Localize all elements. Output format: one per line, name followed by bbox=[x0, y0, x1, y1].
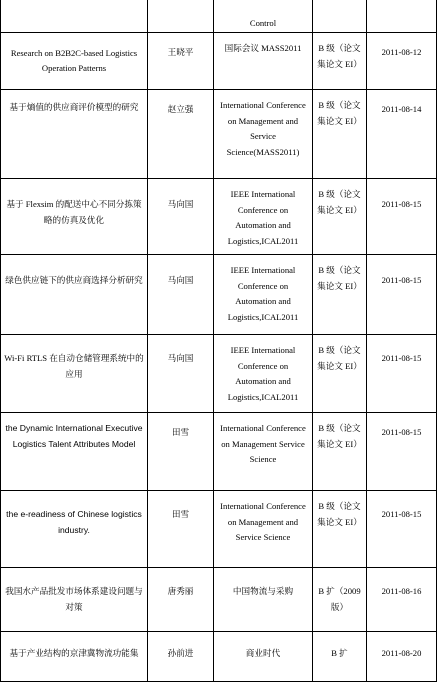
category-label: B 级（论文集论文 EI） bbox=[313, 255, 367, 335]
category-label: B 级（论文集论文 EI） bbox=[313, 90, 367, 179]
paper-title: Wi-Fi RTLS 在自动仓储管理系统中的应用 bbox=[1, 335, 148, 413]
publish-date bbox=[367, 0, 437, 33]
category-label: B 级（论文集论文 EI） bbox=[313, 335, 367, 413]
category-label: B 扩 bbox=[313, 632, 367, 682]
venue-name: IEEE International Conference on Automation and Logistics,ICAL2011 bbox=[214, 179, 313, 255]
table-row bbox=[1, 491, 437, 568]
publish-date: 2011-08-15 bbox=[367, 413, 437, 491]
paper-title: Research on B2B2C-based Logistics Operation Patterns bbox=[1, 33, 148, 90]
author-name: 唐秀丽 bbox=[148, 568, 214, 632]
author-name: 田雪 bbox=[148, 491, 214, 568]
paper-title: 基于 Flexsim 的配送中心不同分拣策略的仿真及优化 bbox=[1, 179, 148, 255]
publish-date: 2011-08-15 bbox=[367, 179, 437, 255]
table-row bbox=[1, 179, 437, 255]
publish-date: 2011-08-15 bbox=[367, 491, 437, 568]
paper-title: 我国水产品批发市场体系建设问题与对策 bbox=[1, 568, 148, 632]
category-label: B 扩（2009 版） bbox=[313, 568, 367, 632]
table-row bbox=[1, 255, 437, 335]
paper-title: 基于产业结构的京津冀物流功能集 bbox=[1, 632, 148, 682]
publish-date: 2011-08-15 bbox=[367, 335, 437, 413]
author-name: 马向国 bbox=[148, 179, 214, 255]
publish-date: 2011-08-14 bbox=[367, 90, 437, 179]
publish-date: 2011-08-15 bbox=[367, 255, 437, 335]
author-name bbox=[148, 0, 214, 33]
venue-name: 国际会议 MASS2011 bbox=[214, 33, 313, 90]
venue-name: International Conference on Management and Service Science(MASS2011) bbox=[214, 90, 313, 179]
table-row bbox=[1, 335, 437, 413]
table-row bbox=[1, 0, 437, 33]
paper-title: the Dynamic International Executive Logistics Talent Attributes Model bbox=[1, 413, 148, 491]
author-name: 王晓平 bbox=[148, 33, 214, 90]
venue-name: International Conference on Management Service Science bbox=[214, 413, 313, 491]
author-name: 赵立强 bbox=[148, 90, 214, 179]
category-label: B 级（论文集论文 EI） bbox=[313, 179, 367, 255]
table-row bbox=[1, 90, 437, 179]
table-row bbox=[1, 413, 437, 491]
venue-name: 商业时代 bbox=[214, 632, 313, 682]
category-label bbox=[313, 0, 367, 33]
paper-title bbox=[1, 0, 148, 33]
venue-name: International Conference on Management and Service Science bbox=[214, 491, 313, 568]
table-row bbox=[1, 33, 437, 90]
author-name: 马向国 bbox=[148, 255, 214, 335]
table-row bbox=[1, 568, 437, 632]
category-label: B 级（论文集论文 EI） bbox=[313, 491, 367, 568]
paper-title: the e-readiness of Chinese logistics industry. bbox=[1, 491, 148, 568]
venue-name: IEEE International Conference on Automation and Logistics,ICAL2011 bbox=[214, 255, 313, 335]
category-label: B 级（论文集论文 EI） bbox=[313, 413, 367, 491]
venue-name: IEEE International Conference on Automation and Logistics,ICAL2011 bbox=[214, 335, 313, 413]
venue-name: Control bbox=[214, 0, 313, 33]
paper-title: 基于熵值的供应商评价模型的研究 bbox=[1, 90, 148, 179]
publish-date: 2011-08-12 bbox=[367, 33, 437, 90]
venue-name: 中国物流与采购 bbox=[214, 568, 313, 632]
author-name: 田雪 bbox=[148, 413, 214, 491]
table-row bbox=[1, 632, 437, 682]
author-name: 孙前进 bbox=[148, 632, 214, 682]
publish-date: 2011-08-20 bbox=[367, 632, 437, 682]
paper-title: 绿色供应链下的供应商选择分析研究 bbox=[1, 255, 148, 335]
author-name: 马向国 bbox=[148, 335, 214, 413]
category-label: B 级（论文集论文 EI） bbox=[313, 33, 367, 90]
publish-date: 2011-08-16 bbox=[367, 568, 437, 632]
